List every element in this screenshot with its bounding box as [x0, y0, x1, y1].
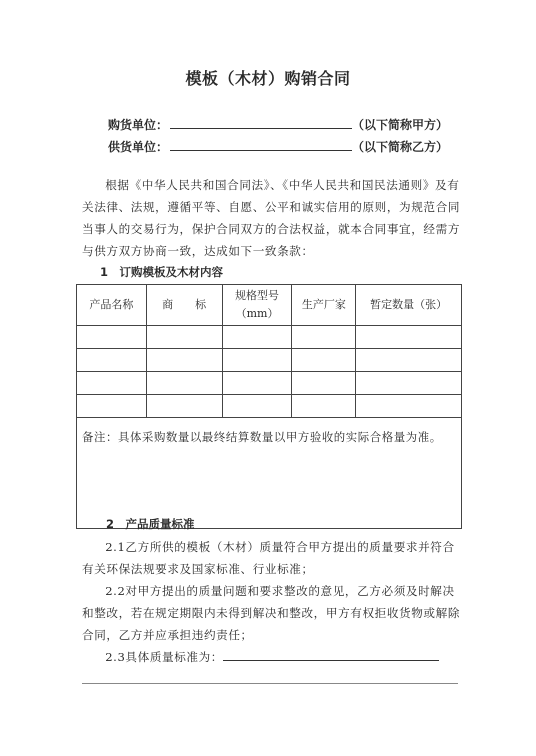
col-header: 规格型号（mm）: [222, 285, 292, 326]
section-2-heading: 2 产品质量标准: [106, 517, 195, 531]
clause-2-3-label: 2.3具体质量标准为：: [105, 650, 223, 664]
table-cell[interactable]: [356, 349, 462, 372]
buyer-row: [108, 116, 448, 133]
section-1-heading: 1 订购模板及木材内容: [100, 265, 224, 279]
table-cell[interactable]: [222, 395, 292, 418]
buyer-suffix: （以下简称甲方）: [352, 118, 449, 132]
col-header: 产品名称: [77, 285, 147, 326]
table-note-row: [77, 418, 462, 529]
buyer-blank[interactable]: [170, 116, 352, 129]
seller-blank[interactable]: [170, 138, 352, 151]
table-cell[interactable]: [77, 349, 147, 372]
table-row: [77, 395, 462, 418]
table-cell[interactable]: [146, 395, 222, 418]
table-cell[interactable]: [292, 349, 356, 372]
footer-divider: [82, 683, 458, 684]
table-cell[interactable]: [222, 349, 292, 372]
table-cell[interactable]: [77, 395, 147, 418]
table-cell[interactable]: [146, 372, 222, 395]
table-cell[interactable]: [356, 395, 462, 418]
seller-row: [108, 138, 448, 155]
table-cell[interactable]: [356, 326, 462, 349]
quality-standard-blank[interactable]: [223, 648, 439, 661]
table-cell[interactable]: [292, 372, 356, 395]
table-cell[interactable]: [146, 326, 222, 349]
table-row: [77, 372, 462, 395]
clause-2-3: [82, 646, 460, 668]
table-row: [77, 326, 462, 349]
table-cell[interactable]: [356, 372, 462, 395]
table-cell[interactable]: [77, 326, 147, 349]
table-cell[interactable]: [292, 326, 356, 349]
seller-suffix: （以下简称乙方）: [352, 140, 449, 154]
clause-2-1: 2.1乙方所供的模板（木材）质量符合甲方提出的质量要求并符合有关环保法规要求及国家标准、行业标准；: [82, 540, 455, 576]
table-header-row: [77, 285, 462, 326]
clause-2-2: 2.2对甲方提出的质量问题和要求整改的意见，乙方必须及时解决和整改，若在规定期限内未得到解决和整改，甲方有权拒收货物或解除合同，乙方并应承担违约责任；: [82, 584, 461, 642]
intro-paragraph: 根据《中华人民共和国合同法》、《中华人民共和国民法通则》及有关法律、法规，遵循平等、自愿、公平和诚实信用的原则，为规范合同当事人的交易行为，保护合同双方的合法权益，就本合同事宜，经需方与供方双方协商一致，达成如下一致条款：: [82, 178, 461, 258]
table-cell[interactable]: [222, 372, 292, 395]
table-note: 备注：具体采购数量以最终结算数量以甲方验收的实际合格量为准。: [77, 418, 462, 529]
col-header: 暂定数量（张）: [356, 285, 462, 326]
col-header: 生产厂家: [292, 285, 356, 326]
table-cell[interactable]: [292, 395, 356, 418]
col-header: 商 标: [146, 285, 222, 326]
table-row: [77, 349, 462, 372]
document-title: 模板（木材）购销合同: [185, 69, 351, 88]
order-table: [76, 284, 462, 529]
buyer-label: 购货单位：: [108, 118, 169, 132]
table-cell[interactable]: [77, 372, 147, 395]
table-cell[interactable]: [222, 326, 292, 349]
seller-label: 供货单位：: [108, 140, 169, 154]
table-cell[interactable]: [146, 349, 222, 372]
